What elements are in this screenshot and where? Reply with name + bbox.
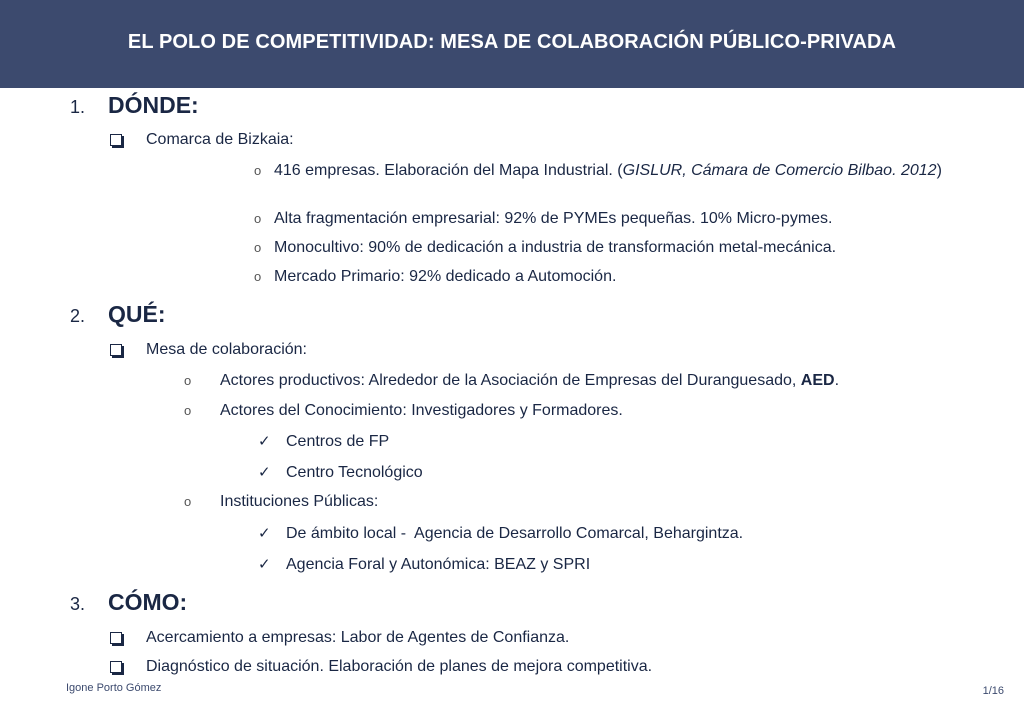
bullet-comarca (110, 131, 294, 149)
bullet-text: Acercamiento a empresas: Labor de Agentes de Confianza. (146, 629, 570, 646)
bullet-mesa (110, 341, 307, 359)
square-bullet-icon (110, 632, 122, 644)
check-item-ambito-local: ✓ De ámbito local - Agencia de Desarrollo Comarcal, Behargintza. (258, 525, 744, 542)
source-citation: GISLUR, Cámara de Comercio Bilbao. 2012 (622, 162, 937, 179)
section-number: 3. (70, 594, 86, 614)
circle-bullet-icon: o (254, 163, 262, 178)
bullet-text: Diagnóstico de situación. Elaboración de planes de mejora competitiva. (146, 658, 653, 675)
section-title: CÓMO: (108, 589, 188, 615)
section-como-heading (70, 589, 187, 616)
square-bullet-icon (110, 134, 122, 146)
section-donde-heading (70, 92, 199, 119)
sub-bullet-monocultivo: o Monocultivo: 90% de dedicación a industria de transformación metal-mecánica. (254, 239, 837, 256)
checkmark-icon: ✓ (258, 433, 271, 450)
sub-bullet-actores-productivos: o Actores productivos: Alrededor de la Asociación de Empresas del Duranguesado, AED. (184, 372, 840, 389)
circle-bullet-icon: o (254, 240, 262, 255)
square-bullet-icon (110, 344, 122, 356)
section-number: 1. (70, 97, 86, 117)
sub-bullet-instituciones: o Instituciones Públicas: (184, 493, 379, 510)
circle-bullet-icon: o (184, 403, 192, 418)
slide-title: EL POLO DE COMPETITIVIDAD: MESA DE COLABORACIÓN PÚBLICO-PRIVADA (127, 30, 897, 53)
section-que-heading (70, 301, 166, 328)
sub-bullet-mercado: o Mercado Primario: 92% dedicado a Automoción. (254, 268, 617, 285)
section-number: 2. (70, 306, 86, 326)
circle-bullet-icon: o (184, 373, 192, 388)
square-bullet-icon (110, 661, 122, 673)
sub-bullet-actores-conocimiento: o Actores del Conocimiento: Investigadores y Formadores. (184, 402, 623, 419)
sub-bullet-empresas: o 416 empresas. Elaboración del Mapa Industrial. (GISLUR, Cámara de Comercio Bilbao. 2012) (254, 162, 942, 179)
bullet-text: Mesa de colaboración: (146, 341, 307, 358)
section-title: QUÉ: (108, 301, 166, 327)
page-number: 1/16 (982, 685, 1004, 697)
footer-author: Igone Porto Gómez (66, 682, 162, 694)
bullet-acercamiento (110, 629, 569, 647)
checkmark-icon: ✓ (258, 525, 271, 542)
slide-header (0, 0, 1024, 88)
section-title: DÓNDE: (108, 92, 199, 118)
aed-acronym: AED (800, 372, 835, 389)
checkmark-icon: ✓ (258, 464, 271, 481)
sub-bullet-fragmentacion: o Alta fragmentación empresarial: 92% de PYMEs pequeñas. 10% Micro-pymes. (254, 210, 833, 227)
check-item-agencia-foral: ✓ Agencia Foral y Autonómica: BEAZ y SPRI (258, 556, 591, 573)
circle-bullet-icon: o (254, 269, 262, 284)
check-item-centros-fp: ✓ Centros de FP (258, 433, 390, 450)
check-item-centro-tecnologico: ✓ Centro Tecnológico (258, 464, 423, 481)
circle-bullet-icon: o (184, 494, 192, 509)
bullet-text: Comarca de Bizkaia: (146, 131, 294, 148)
circle-bullet-icon: o (254, 211, 262, 226)
bullet-diagnostico (110, 658, 652, 676)
checkmark-icon: ✓ (258, 556, 271, 573)
